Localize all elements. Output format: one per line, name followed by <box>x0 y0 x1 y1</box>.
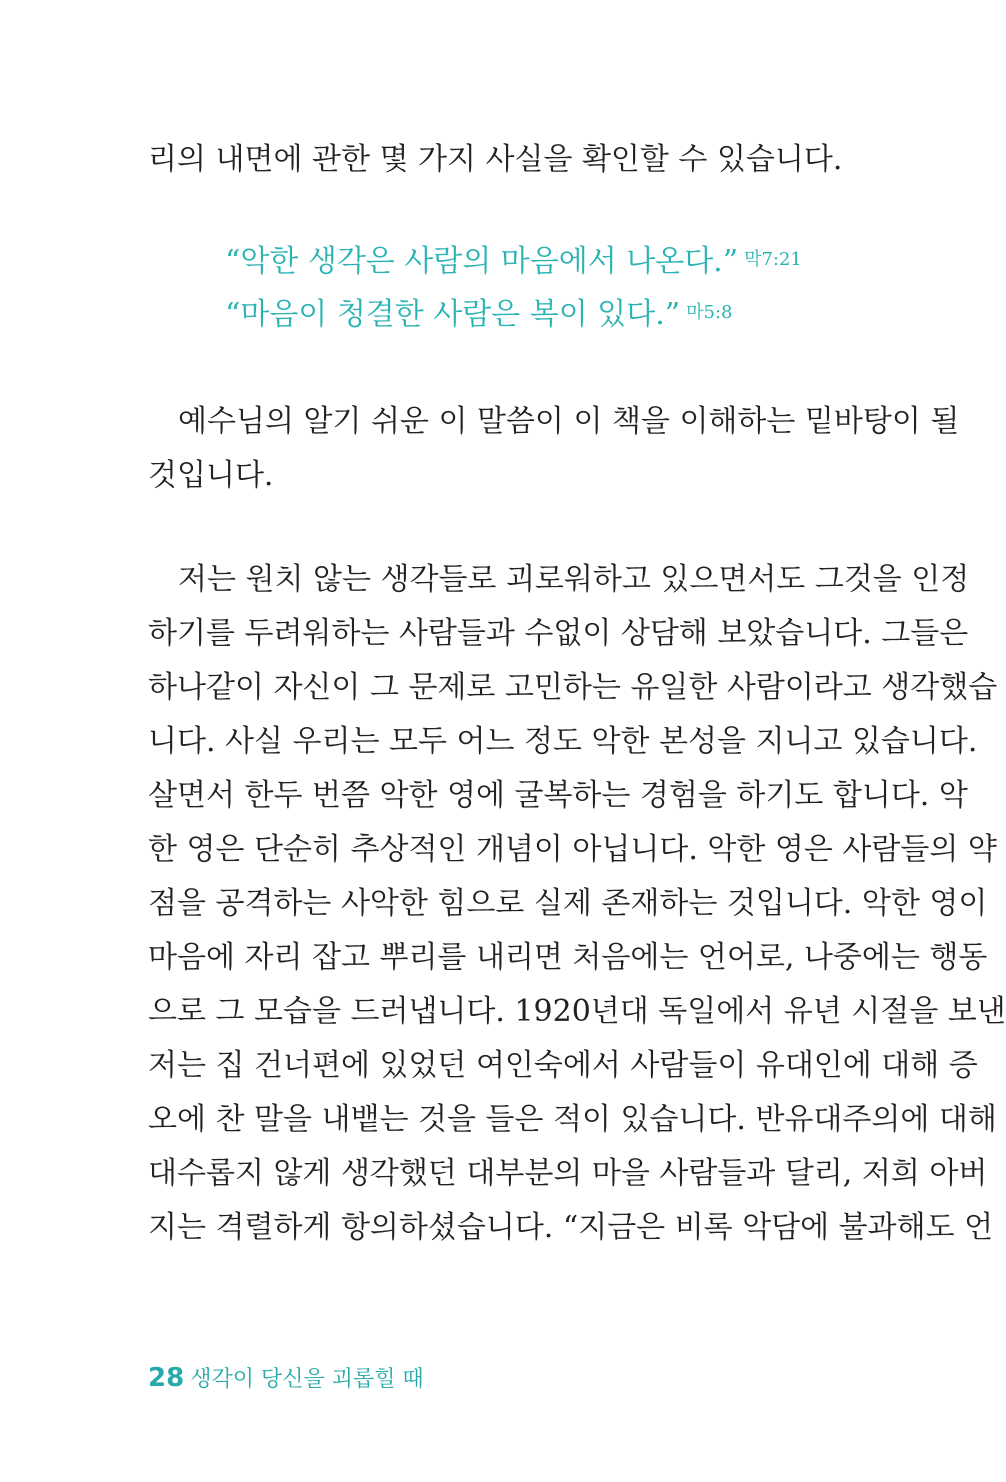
paragraph-2-line: 으로 그 모습을 드러냅니다. 1920년대 독일에서 유년 시절을 보낸 <box>148 994 1006 1029</box>
page-number: 28 <box>148 1363 185 1393</box>
paragraph-2-line: 니다. 사실 우리는 모두 어느 정도 악한 본성을 지니고 있습니다. <box>148 724 978 759</box>
page-footer <box>148 1362 424 1393</box>
paragraph-2-line: 하기를 두려워하는 사람들과 수없이 상담해 보았습니다. 그들은 <box>148 616 969 651</box>
paragraph-1-line: 예수님의 알기 쉬운 이 말씀이 이 책을 이해하는 밑바탕이 될 <box>178 404 960 439</box>
quote-reference: 막7:21 <box>744 249 802 270</box>
paragraph-2-line: 살면서 한두 번쯤 악한 영에 굴복하는 경험을 하기도 합니다. 악 <box>148 778 968 813</box>
paragraph-1-line: 것입니다. <box>148 458 274 493</box>
paragraph-2-line: 점을 공격하는 사악한 힘으로 실제 존재하는 것입니다. 악한 영이 <box>148 886 988 921</box>
paragraph-2-line: 하나같이 자신이 그 문제로 고민하는 유일한 사람이라고 생각했습 <box>148 670 998 705</box>
paragraph-2-line: 한 영은 단순히 추상적인 개념이 아닙니다. 악한 영은 사람들의 약 <box>148 832 997 867</box>
paragraph-2-line: 오에 찬 말을 내뱉는 것을 들은 적이 있습니다. 반유대주의에 대해 <box>148 1102 997 1137</box>
quote-text: “마음이 청결한 사람은 복이 있다.” <box>225 297 681 332</box>
quote-reference: 마5:8 <box>686 302 733 323</box>
paragraph-2-line: 대수롭지 않게 생각했던 대부분의 마을 사람들과 달리, 저희 아버 <box>148 1156 988 1191</box>
scripture-quote-1 <box>225 240 802 282</box>
continuation-line: 리의 내면에 관한 몇 가지 사실을 확인할 수 있습니다. <box>148 142 843 177</box>
paragraph-2-line: 마음에 자리 잡고 뿌리를 내리면 처음에는 언어로, 나중에는 행동 <box>148 940 988 975</box>
scripture-quote-2 <box>225 293 732 335</box>
paragraph-2-line: 저는 집 건너편에 있었던 여인숙에서 사람들이 유대인에 대해 증 <box>148 1048 978 1083</box>
running-title: 생각이 당신을 괴롭힐 때 <box>190 1367 424 1392</box>
quote-text: “악한 생각은 사람의 마음에서 나온다.” <box>225 244 739 279</box>
paragraph-2-line: 지는 격렬하게 항의하셨습니다. “지금은 비록 악담에 불과해도 언 <box>148 1210 994 1245</box>
paragraph-2-line: 저는 원치 않는 생각들로 괴로워하고 있으면서도 그것을 인정 <box>178 562 970 597</box>
